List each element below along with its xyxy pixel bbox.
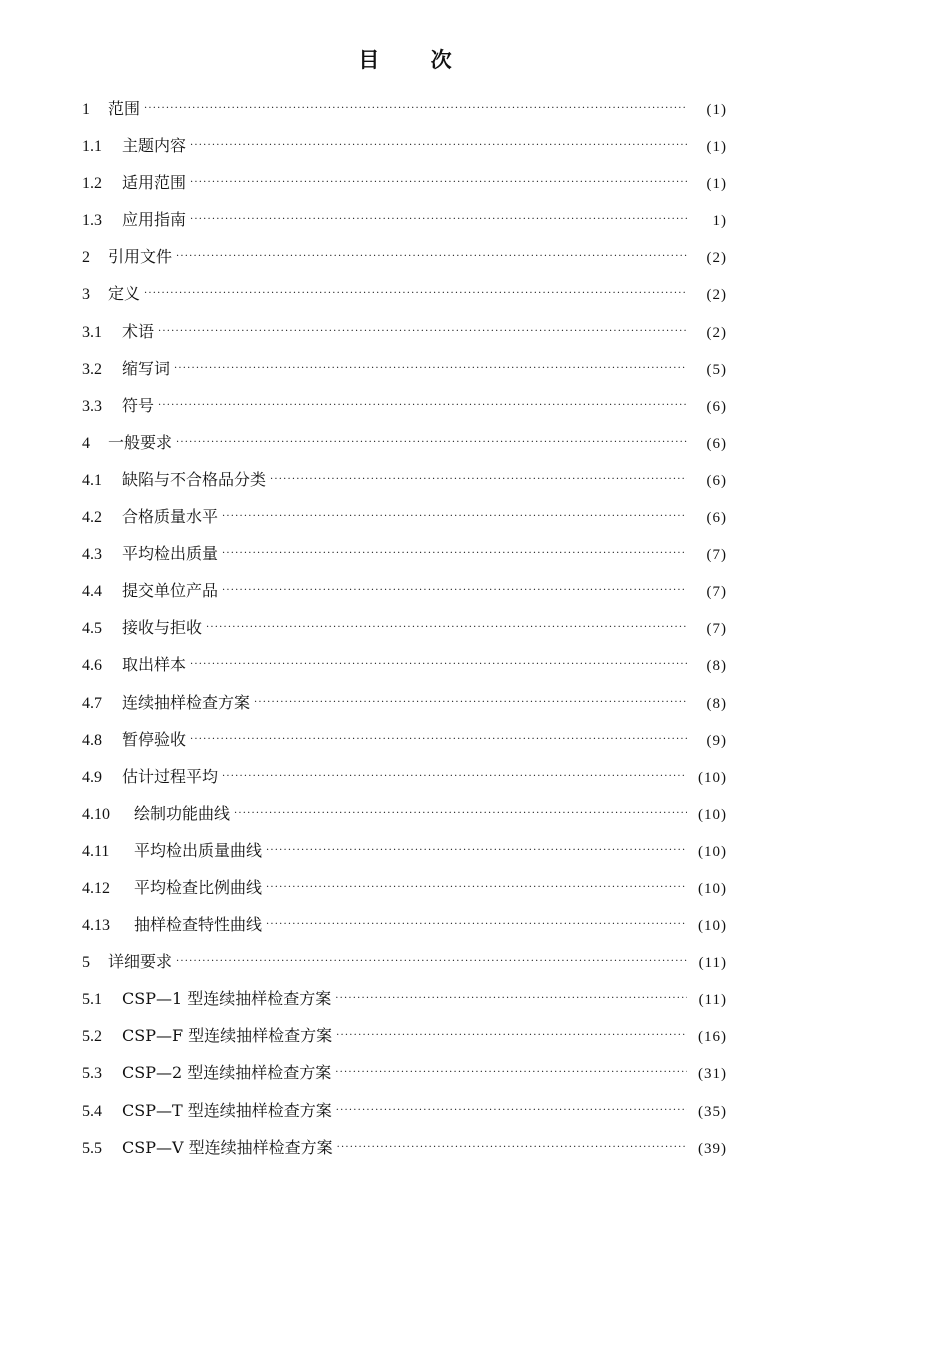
toc-entry-page: (7) xyxy=(706,584,727,601)
toc-entry-number: 5.5 xyxy=(82,1139,102,1157)
toc-entry-page: (7) xyxy=(706,621,727,638)
toc-dot-leader xyxy=(190,646,687,683)
toc-entry-page: (10) xyxy=(698,769,727,786)
toc-dot-leader xyxy=(266,906,687,943)
toc-entry-page: (5) xyxy=(706,361,727,378)
toc-entry-number: 4.3 xyxy=(82,546,102,564)
toc-entry-label: 缩写词 xyxy=(122,358,171,378)
toc-entry[interactable] xyxy=(82,906,727,943)
toc-entry-page: (10) xyxy=(698,806,727,823)
toc-dot-leader xyxy=(158,313,687,350)
toc-entry-page: (11) xyxy=(698,992,727,1009)
toc-dot-leader xyxy=(206,609,687,646)
toc-dot-leader xyxy=(335,980,687,1017)
toc-entry[interactable] xyxy=(82,498,727,535)
toc-entry-label: 合格质量水平 xyxy=(122,507,219,527)
toc-entry-number: 4.1 xyxy=(82,471,102,489)
toc-entry-label: 详细要求 xyxy=(108,952,173,972)
toc-entry[interactable] xyxy=(82,646,727,683)
toc-entry-number: 4.4 xyxy=(82,583,102,601)
toc-entry-page: (10) xyxy=(698,880,727,897)
toc-entry[interactable] xyxy=(82,869,727,906)
toc-dot-leader xyxy=(337,1129,687,1166)
toc-entry-page: (16) xyxy=(698,1029,727,1046)
toc-entry[interactable] xyxy=(82,721,727,758)
toc-entry-label: 主题内容 xyxy=(122,136,187,156)
toc-entry-number: 3.2 xyxy=(82,360,102,378)
toc-entry-number: 1.1 xyxy=(82,138,102,156)
toc-entry-number: 5.3 xyxy=(82,1065,102,1083)
toc-entry-number: 4.10 xyxy=(82,805,110,823)
toc-entry-page: (6) xyxy=(706,510,727,527)
toc-entry-number: 4.13 xyxy=(82,917,110,935)
toc-entry-page: (1) xyxy=(706,102,727,118)
toc-entry-page: (8) xyxy=(706,695,727,712)
toc-entry[interactable] xyxy=(82,313,727,350)
toc-entry-page: (2) xyxy=(706,324,727,341)
toc-dot-leader xyxy=(266,869,687,906)
toc-entry-page: (11) xyxy=(698,955,727,972)
toc-dot-leader xyxy=(190,201,687,238)
toc-entry-label: 连续抽样检查方案 xyxy=(122,692,251,712)
toc-entry-number: 3.1 xyxy=(82,323,102,341)
toc-dot-leader xyxy=(190,721,687,758)
toc-entry[interactable] xyxy=(82,795,727,832)
toc-entry-number: 5 xyxy=(82,954,90,972)
toc-entry-label: 符号 xyxy=(122,395,155,415)
toc-dot-leader xyxy=(176,238,687,275)
toc-entry[interactable] xyxy=(82,609,727,646)
toc-dot-leader xyxy=(254,684,687,721)
toc-entry-number: 4 xyxy=(82,434,90,452)
toc-entry-label: 适用范围 xyxy=(122,173,187,193)
toc-dot-leader xyxy=(266,832,687,869)
toc-entry-label: 术语 xyxy=(122,321,155,341)
toc-entry-label: CSP—T 型连续抽样检查方案 xyxy=(122,1100,332,1120)
toc-entry-number: 1.2 xyxy=(82,175,102,193)
toc-entry-label: 平均检查比例曲线 xyxy=(134,877,263,897)
toc-entry[interactable] xyxy=(82,201,727,238)
toc-dot-leader xyxy=(222,535,687,572)
toc-dot-leader xyxy=(336,1017,687,1054)
toc-entry-page: (39) xyxy=(698,1140,727,1157)
toc-dot-leader xyxy=(190,164,687,201)
toc-entry[interactable] xyxy=(82,1092,727,1129)
toc-entry[interactable] xyxy=(82,90,727,127)
toc-entry-number: 3 xyxy=(82,286,90,304)
toc-entry-label: 暂停验收 xyxy=(122,729,187,749)
toc-entry-label: 缺陷与不合格品分类 xyxy=(122,469,267,489)
toc-dot-leader xyxy=(144,275,687,312)
toc-dot-leader xyxy=(158,387,687,424)
toc-dot-leader xyxy=(222,572,687,609)
toc-entry-label: 取出样本 xyxy=(122,655,187,675)
toc-entry[interactable] xyxy=(82,424,727,461)
toc-entry-number: 4.7 xyxy=(82,694,102,712)
toc-entry[interactable] xyxy=(82,1129,727,1166)
toc-entry-number: 1.3 xyxy=(82,212,102,230)
toc-entry-label: CSP—V 型连续抽样检查方案 xyxy=(122,1137,333,1157)
toc-entry-number: 4.12 xyxy=(82,879,110,897)
toc-entry-label: 平均检出质量 xyxy=(122,544,219,564)
toc-dot-leader xyxy=(222,498,687,535)
toc-entry[interactable] xyxy=(82,684,727,721)
toc-dot-leader xyxy=(336,1092,687,1129)
toc-entry-number: 5.4 xyxy=(82,1102,102,1120)
toc-entry[interactable] xyxy=(82,832,727,869)
toc-dot-leader xyxy=(176,943,687,980)
toc-entry-page: (2) xyxy=(706,250,727,267)
toc-entry-label: 引用文件 xyxy=(108,247,173,267)
toc-entry-label: 定义 xyxy=(108,284,141,304)
toc-entry[interactable] xyxy=(82,461,727,498)
toc-entry-label: 范围 xyxy=(108,99,141,118)
toc-entry-label: 绘制功能曲线 xyxy=(134,803,231,823)
toc-entry[interactable] xyxy=(82,535,727,572)
toc-entry-label: 应用指南 xyxy=(122,210,187,230)
toc-entry-page: (1) xyxy=(706,139,727,156)
toc-entry-label: 抽样检查特性曲线 xyxy=(134,915,263,935)
toc-dot-leader xyxy=(174,350,687,387)
toc-dot-leader xyxy=(335,1054,687,1091)
toc-entry-number: 4.9 xyxy=(82,768,102,786)
toc-entry-number: 3.3 xyxy=(82,397,102,415)
toc-entry-number: 4.8 xyxy=(82,731,102,749)
toc-entry-number: 4.2 xyxy=(82,509,102,527)
toc-entry-number: 2 xyxy=(82,249,90,267)
toc-entry-number: 4.5 xyxy=(82,620,102,638)
toc-entry-page: (6) xyxy=(706,472,727,489)
toc-entry[interactable] xyxy=(82,980,727,1017)
toc-entry-label: 估计过程平均 xyxy=(122,766,219,786)
toc-entry-label: 接收与拒收 xyxy=(122,618,203,638)
toc-entry-number: 5.2 xyxy=(82,1028,102,1046)
toc-entry-label: 一般要求 xyxy=(108,432,173,452)
toc-entry[interactable] xyxy=(82,387,727,424)
toc-entry[interactable] xyxy=(82,1054,727,1091)
toc-entry-page: (10) xyxy=(698,918,727,935)
toc-entry-page: 1) xyxy=(712,213,727,230)
toc-dot-leader xyxy=(190,127,687,164)
toc-entry-page: (8) xyxy=(706,658,727,675)
toc-entry-number: 4.11 xyxy=(82,842,110,860)
toc-entry-page: (6) xyxy=(706,398,727,415)
toc-entry-page: (31) xyxy=(698,1066,727,1083)
toc-entry[interactable] xyxy=(82,275,727,312)
toc-entry-number: 4.6 xyxy=(82,657,102,675)
toc-entry-page: (10) xyxy=(698,843,727,860)
toc-entry-page: (35) xyxy=(698,1103,727,1120)
toc-entry-label: CSP—F 型连续抽样检查方案 xyxy=(122,1026,333,1046)
toc-entry[interactable] xyxy=(82,1017,727,1054)
toc-entry-number: 1 xyxy=(82,101,90,118)
toc-entry-label: 平均检出质量曲线 xyxy=(134,840,263,860)
toc-entry-label: CSP—2 型连续抽样检查方案 xyxy=(122,1063,332,1083)
toc-dot-leader xyxy=(234,795,687,832)
toc-dot-leader xyxy=(270,461,687,498)
toc-entry-page: (6) xyxy=(706,435,727,452)
toc-dot-leader xyxy=(176,424,687,461)
toc-entry-label: 提交单位产品 xyxy=(122,581,219,601)
toc-entry[interactable] xyxy=(82,238,727,275)
toc-entry-number: 5.1 xyxy=(82,991,102,1009)
toc-entry[interactable] xyxy=(82,164,727,201)
toc-entry-page: (2) xyxy=(706,287,727,304)
toc-entry-page: (1) xyxy=(706,176,727,193)
toc-entry[interactable] xyxy=(82,572,727,609)
toc-entry[interactable] xyxy=(82,350,727,387)
toc-entry-page: (7) xyxy=(706,547,727,564)
toc-entry[interactable] xyxy=(82,127,727,164)
toc-entry[interactable] xyxy=(82,943,727,980)
page-title: 目 次 xyxy=(358,47,474,72)
toc-entry-page: (9) xyxy=(706,732,727,749)
toc-dot-leader xyxy=(222,758,687,795)
table-of-contents xyxy=(82,90,727,1166)
toc-entry-label: CSP—1 型连续抽样检查方案 xyxy=(122,989,332,1009)
toc-entry[interactable] xyxy=(82,758,727,795)
toc-dot-leader xyxy=(144,90,687,127)
